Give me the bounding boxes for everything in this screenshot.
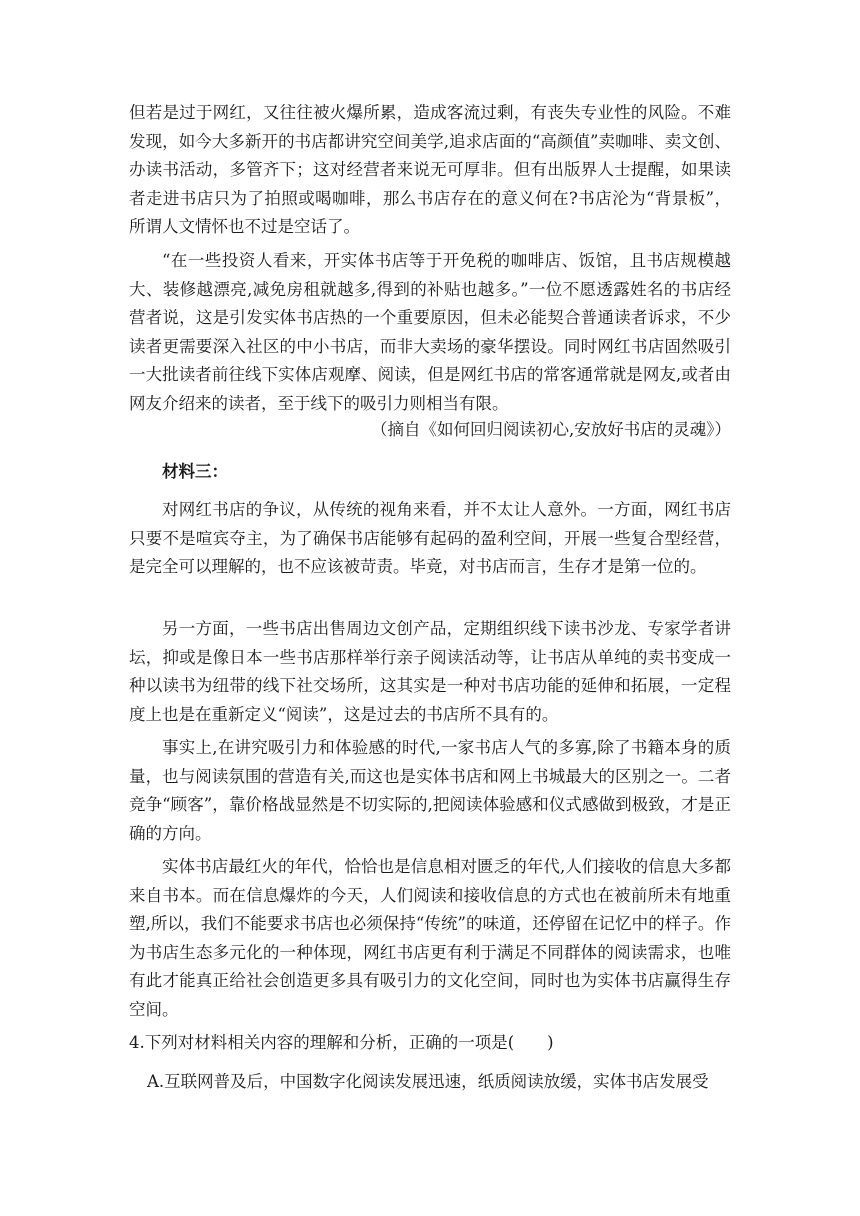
- body-paragraph: “在一些投资人看来，开实体书店等于开免税的咖啡店、饭馆，且书店规模越大、装修越漂亮,减免房租就越多,得到的补贴也越多。”一位不愿透露姓名的书店经营者说，这是引发实体书店热的一个重要原因，但未必能契合普通读者诉求，不少读者更需要深入社区的中小书店，而非大卖场的豪华摆设。同时网红书店固然吸引一大批读者前往线下实体店观摩、阅读，但是网红书店的常客通常就是网友,或者由网友介绍来的读者，至于线下的吸引力则相当有限。: [129, 251, 731, 413]
- body-paragraph: 另一方面，一些书店出售周边文创产品，定期组织线下读书沙龙、专家学者讲坛，抑或是像日本一些书店那样举行亲子阅读活动等，让书店从单纯的卖书变成一种以读书为纽带的线下社交场所，这其实是一种对书店功能的延伸和拓展，一定程度上也是在重新定义“阅读”，这是过去的书店所不具有的。: [129, 619, 731, 724]
- material-heading: 材料三：: [162, 462, 228, 481]
- body-paragraph: 实体书店最红火的年代，恰恰也是信息相对匮乏的年代,人们接收的信息大多都来自书本。而在信息爆炸的今天，人们阅读和接收信息的方式也在被前所未有地重塑,所以，我们不能要求书店也必须保持“传统”的味道，还停留在记忆中的样子。作为书店生态多元化的一种体现，网红书店更有利于满足不同群体的阅读需求，也唯有此才能真正给社会创造更多具有吸引力的文化空间，同时也为实体书店赢得生存空间。: [129, 857, 731, 1019]
- body-paragraph: 事实上,在讲究吸引力和体验感的时代,一家书店人气的多寡,除了书籍本身的质量，也与阅读氛围的营造有关,而这也是实体书店和网上书城最大的区别之一。二者竞争“顾客”，靠价格战显然是不切实际的,把阅读体验感和仪式感做到极致，才是正确的方向。: [129, 738, 731, 843]
- body-paragraph: 对网红书店的争议，从传统的视角来看，并不太让人意外。一方面，网红书店只要不是喧宾夺主，为了确保书店能够有起码的盈利空间，开展一些复合型经营，是完全可以理解的，也不应该被苛责。毕竟，对书店而言，生存才是第一位的。: [129, 500, 731, 576]
- question-stem: 4.下列对材料相关内容的理解和分析，正确的一项是( ): [129, 1033, 554, 1052]
- question-option-a: A.互联网普及后，中国数字化阅读发展迅速，纸质阅读放缓，实体书店发展受: [147, 1072, 709, 1091]
- source-citation: （摘自《如何回归阅读初心,安放好书店的灵魂》）: [371, 420, 731, 439]
- body-paragraph: 但若是过于网红，又往往被火爆所累，造成客流过剩，有丧失专业性的风险。不难发现，如今大多新开的书店都讲究空间美学,追求店面的“高颜值”卖咖啡、卖文创、办读书活动，多管齐下；这对经营者来说无可厚非。但有出版界人士提醒，如果读者走进书店只为了拍照或喝咖啡，那么书店存在的意义何在?书店沦为“背景板”，所谓人文情怀也不过是空话了。: [129, 103, 731, 236]
